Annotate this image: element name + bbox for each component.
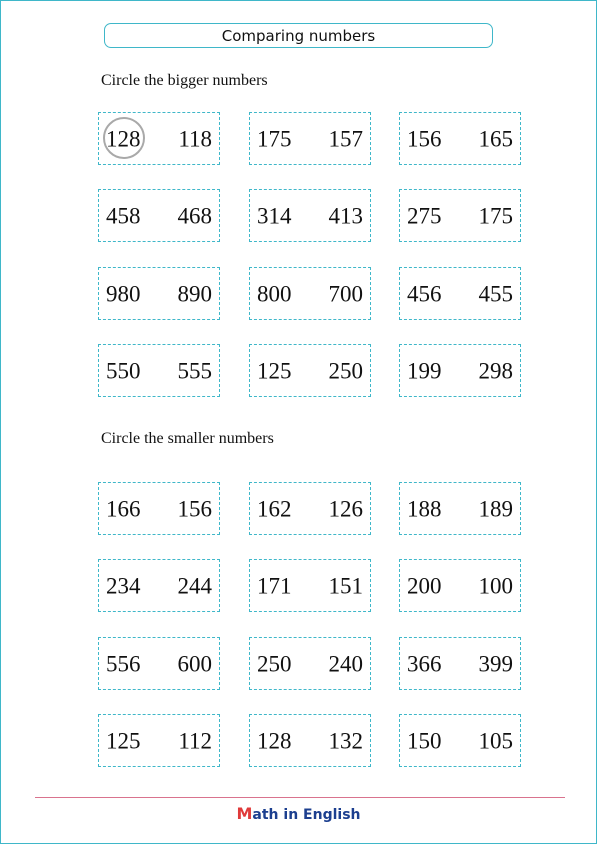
site-logo: [0, 804, 597, 823]
number-left[interactable]: 456: [407, 281, 442, 306]
number-right[interactable]: 126: [328, 496, 363, 521]
number-left[interactable]: 188: [407, 496, 442, 521]
number-left[interactable]: 314: [257, 203, 292, 228]
number-left[interactable]: 128: [257, 728, 292, 753]
number-pair-box: [399, 482, 521, 535]
number-right[interactable]: 100: [478, 573, 513, 598]
number-right[interactable]: 151: [328, 573, 363, 598]
number-left[interactable]: 125: [257, 358, 292, 383]
number-pair-box: [399, 267, 521, 320]
number-pair-box: [98, 189, 220, 242]
instruction-bigger: Circle the bigger numbers: [101, 72, 268, 89]
number-right[interactable]: 175: [478, 203, 513, 228]
number-pair-box: [399, 344, 521, 397]
number-left[interactable]: 166: [106, 496, 141, 521]
number-right[interactable]: 118: [178, 126, 212, 151]
number-right[interactable]: 156: [177, 496, 212, 521]
number-pair-box: [399, 559, 521, 612]
number-pair-box: [98, 637, 220, 690]
number-pair-box: [249, 482, 371, 535]
number-left[interactable]: 156: [407, 126, 442, 151]
number-right[interactable]: 157: [328, 126, 363, 151]
instruction-smaller: Circle the smaller numbers: [101, 430, 274, 447]
number-right[interactable]: 189: [478, 496, 513, 521]
number-pair-box: [399, 637, 521, 690]
number-right[interactable]: 105: [478, 728, 513, 753]
number-right[interactable]: 165: [478, 126, 513, 151]
number-left[interactable]: 250: [257, 651, 292, 676]
logo-letter-m: M: [236, 804, 253, 823]
number-pair-box: [98, 344, 220, 397]
number-left[interactable]: 980: [106, 281, 141, 306]
number-left[interactable]: 200: [407, 573, 442, 598]
number-right[interactable]: 700: [328, 281, 363, 306]
number-pair-box: [249, 559, 371, 612]
number-left[interactable]: 458: [106, 203, 141, 228]
number-pair-box: [249, 112, 371, 165]
number-right[interactable]: 244: [177, 573, 212, 598]
number-left[interactable]: 150: [407, 728, 442, 753]
number-pair-box: [98, 714, 220, 767]
logo-text: ath in English: [252, 807, 361, 823]
number-pair-box: [98, 267, 220, 320]
number-left[interactable]: 234: [106, 573, 141, 598]
number-pair-box: [98, 559, 220, 612]
number-left[interactable]: 556: [106, 651, 141, 676]
number-pair-box: [249, 267, 371, 320]
number-pair-box: [399, 112, 521, 165]
number-left[interactable]: 366: [407, 651, 442, 676]
number-right[interactable]: 132: [328, 728, 363, 753]
number-pair-box: [98, 482, 220, 535]
number-right[interactable]: 399: [478, 651, 513, 676]
number-right[interactable]: 240: [328, 651, 363, 676]
number-right[interactable]: 413: [328, 203, 363, 228]
number-left[interactable]: 162: [257, 496, 292, 521]
number-right[interactable]: 298: [478, 358, 513, 383]
number-left[interactable]: 550: [106, 358, 141, 383]
number-pair-box: [249, 344, 371, 397]
number-right[interactable]: 555: [177, 358, 212, 383]
number-right[interactable]: 890: [177, 281, 212, 306]
number-left[interactable]: 800: [257, 281, 292, 306]
number-pair-box: [399, 189, 521, 242]
number-pair-box: [249, 714, 371, 767]
page-title: Comparing numbers: [104, 23, 493, 48]
number-right[interactable]: 600: [177, 651, 212, 676]
number-left[interactable]: 175: [257, 126, 292, 151]
number-left[interactable]: 171: [257, 573, 292, 598]
number-left[interactable]: 275: [407, 203, 442, 228]
number-left[interactable]: 199: [407, 358, 442, 383]
footer-divider: [35, 797, 565, 798]
number-left[interactable]: 125: [106, 728, 141, 753]
number-pair-box: [249, 189, 371, 242]
number-right[interactable]: 250: [328, 358, 363, 383]
number-right[interactable]: 455: [478, 281, 513, 306]
number-right[interactable]: 468: [177, 203, 212, 228]
number-pair-box: [249, 637, 371, 690]
number-pair-box: [399, 714, 521, 767]
number-pair-box: [98, 112, 220, 165]
number-right[interactable]: 112: [178, 728, 212, 753]
number-left[interactable]: 128: [106, 126, 141, 151]
